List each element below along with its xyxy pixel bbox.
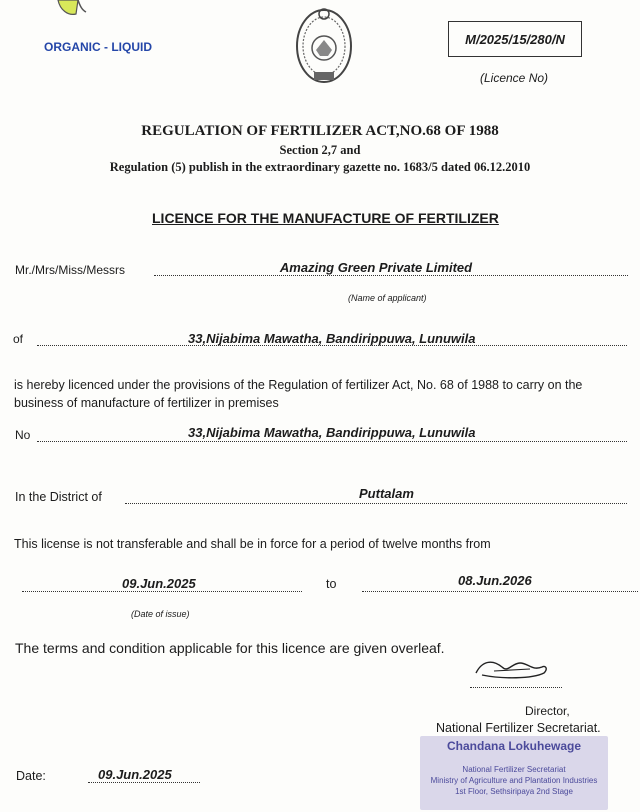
document-heading: LICENCE FOR THE MANUFACTURE OF FERTILIZER [152,210,499,226]
date-label: Date: [16,769,46,783]
date-value: 09.Jun.2025 [98,767,172,782]
licence-number-box: M/2025/15/280/N [448,21,582,57]
section-line: Section 2,7 and [279,143,361,157]
applicant-caption: (Name of applicant) [348,293,427,303]
address-label: of [13,332,24,346]
regulation-line: Regulation (5) publish in the extraordinary gazette no. 1683/5 dated 06.12.2010 [109,160,531,174]
stamp-line-5: 1st Floor, Sethsiripaya 2nd Stage [455,787,573,796]
emblem-icon [294,6,354,86]
product-category: ORGANIC - LIQUID [44,40,152,54]
licence-statement: is hereby licenced under the provisions of the Regulation of fertilizer Act, No. 68 of 1988 to carry on the business of manufacture of fertilizer in premises [14,378,583,410]
applicant-name: Amazing Green Private Limited [279,260,473,275]
terms-note: The terms and condition applicable for this licence are given overleaf. [15,640,445,656]
licence-number-caption: (Licence No) [480,71,549,85]
leaf-icon [40,0,90,22]
to-date-dotted-line [362,591,638,592]
applicant-address: 33,Nijabima Mawatha, Bandirippuwa, Lunuwila [188,331,476,346]
act-title: REGULATION OF FERTILIZER ACT,NO.68 OF 1988 [141,123,499,139]
signatory-title: Director, [525,704,570,718]
to-date: 08.Jun.2026 [458,573,532,588]
district-dotted-line [125,503,627,504]
issue-date-caption: (Date of issue) [131,609,190,619]
stamp-name: Chandana Lokuhewage [446,739,582,753]
premises-label: No [15,428,31,442]
stamp-line-3: National Fertilizer Secretariat [462,765,566,774]
district-value: Puttalam [359,486,414,501]
signature [472,655,552,683]
stamp-line-4: Ministry of Agriculture and Plantation Industries [430,776,598,785]
applicant-dotted-line [154,275,628,276]
premises-dotted-line [37,441,627,442]
applicant-label: Mr./Mrs/Miss/Messrs [15,263,125,277]
from-date-dotted-line [22,591,302,592]
validity-statement: This license is not transferable and shall be in force for a period of twelve months from [14,537,491,551]
date-dotted-line [88,782,200,783]
signatory-office: National Fertilizer Secretariat. [436,721,601,735]
premises-address: 33,Nijabima Mawatha, Bandirippuwa, Lunuwila [188,425,476,440]
signature-dotted-line [470,687,562,688]
to-label: to [326,577,337,591]
district-label: In the District of [15,490,102,504]
official-stamp [420,736,608,810]
from-date: 09.Jun.2025 [122,576,196,591]
